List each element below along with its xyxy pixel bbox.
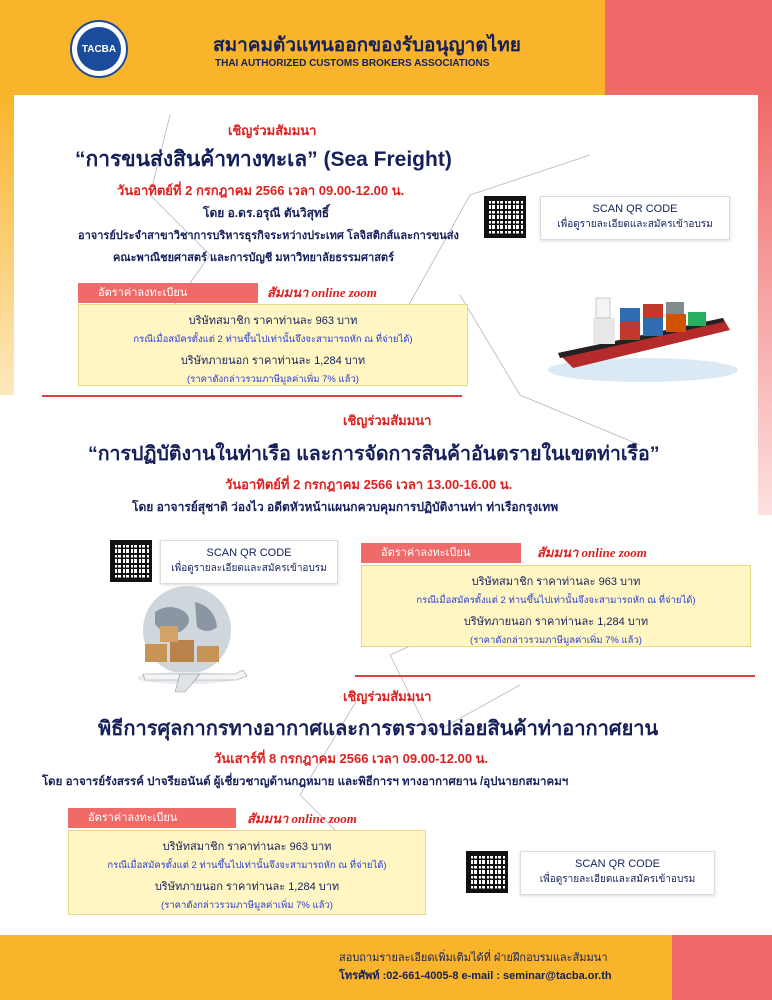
- seminar2-rate-box: [361, 565, 751, 647]
- seminar3-title: พิธีการศุลกากรทางอากาศและการตรวจปล่อยสินค้าท่าอากาศยาน: [98, 718, 659, 740]
- seminar2-outside-rate: บริษัทภายนอก ราคาท่านละ 1,284 บาท: [463, 616, 649, 628]
- seminar2-qr-sub: เพื่อดูรายละเอียดและสมัครเข้าอบรม: [171, 563, 327, 574]
- seminar2-qr-title: SCAN QR CODE: [206, 547, 292, 559]
- globe-cargo-image: [125, 582, 255, 702]
- seminar1-rate-label: อัตราค่าลงทะเบียน: [78, 283, 258, 303]
- seminar1-vat-note: (ราคาดังกล่าวรวมภาษีมูลค่าเพิ่ม 7% แล้ว): [187, 374, 359, 385]
- seminar2-rate-label: อัตราค่าลงทะเบียน: [361, 543, 521, 563]
- seminar2-member-note: กรณีเมื่อสมัครตั้งแต่ 2 ท่านขึ้นไปเท่านั้นจึงจะสามารถหัก ณ ที่จ่ายได้): [416, 595, 696, 606]
- seminar1-member-rate: บริษัทสมาชิก ราคาท่านละ 963 บาท: [188, 315, 358, 327]
- seminar1-invite: เชิญร่วมสัมมนา: [228, 123, 317, 138]
- seminar2-qr-code[interactable]: [110, 540, 152, 582]
- seminar2-online: สัมมนา online zoom: [537, 545, 647, 560]
- seminar3-rate-box: [68, 830, 426, 915]
- seminar3-member-note: กรณีเมื่อสมัครตั้งแต่ 2 ท่านขึ้นไปเท่านั้นจึงจะสามารถหัก ณ ที่จ่ายได้): [107, 860, 387, 871]
- seminar1-affiliation1: อาจารย์ประจำสาขาวิชาการบริหารธุรกิจระหว่างประเทศ โลจิสติกส์และการขนส่ง: [78, 230, 459, 242]
- divider-1: [42, 395, 462, 397]
- seminar3-qr-code[interactable]: [466, 851, 508, 893]
- seminar2-member-rate: บริษัทสมาชิก ราคาท่านละ 963 บาท: [471, 576, 641, 588]
- seminar1-rate-box: [78, 304, 468, 386]
- seminar3-online: สัมมนา online zoom: [247, 811, 357, 826]
- seminar1-speaker: โดย อ.ดร.อรุณี ตันวิสุทธิ์: [203, 206, 330, 220]
- seminar3-member-rate: บริษัทสมาชิก ราคาท่านละ 963 บาท: [162, 841, 332, 853]
- seminar2-invite: เชิญร่วมสัมมนา: [343, 413, 432, 428]
- seminar1-affiliation2: คณะพาณิชยศาสตร์ และการบัญชี มหาวิทยาลัยธรรมศาสตร์: [113, 252, 394, 264]
- seminar1-qr-sub: เพื่อดูรายละเอียดและสมัครเข้าอบรม: [557, 219, 713, 230]
- cargo-ship-image: [548, 258, 738, 383]
- seminar2-qr-card: [160, 540, 338, 584]
- seminar3-speaker: โดย อาจารย์รังสรรค์ ปาจรียอนันต์ ผู้เชี่ยวชาญด้านกฎหมาย และพิธีการฯ ทางอากาศยาน /อุปนายกสมาคมฯ: [42, 776, 569, 788]
- seminar3-invite: เชิญร่วมสัมมนา: [343, 689, 432, 704]
- footer-contact-line1: สอบถามรายละเอียดเพิ่มเติมได้ที่ ฝ่ายฝึกอบรมและสัมมนา: [339, 952, 608, 964]
- seminar3-date: วันเสาร์ที่ 8 กรกฎาคม 2566 เวลา 09.00-12.00 น.: [214, 751, 489, 766]
- seminar3-outside-rate: บริษัทภายนอก ราคาท่านละ 1,284 บาท: [154, 881, 340, 893]
- seminar1-qr-code[interactable]: [484, 196, 526, 238]
- seminar2-title: “การปฏิบัติงานในท่าเรือ และการจัดการสินค้าอันตรายในเขตท่าเรือ”: [88, 443, 660, 465]
- org-name-en: THAI AUTHORIZED CUSTOMS BROKERS ASSOCIATIONS: [215, 58, 490, 69]
- seminar3-vat-note: (ราคาดังกล่าวรวมภาษีมูลค่าเพิ่ม 7% แล้ว): [161, 900, 333, 911]
- tacba-logo: [70, 20, 128, 78]
- seminar1-online: สัมมนา online zoom: [267, 285, 377, 300]
- header-accent: [605, 0, 772, 95]
- seminar3-qr-sub: เพื่อดูรายละเอียดและสมัครเข้าอบรม: [539, 874, 696, 885]
- seminar1-qr-card: [540, 196, 730, 240]
- seminar1-outside-rate: บริษัทภายนอก ราคาท่านละ 1,284 บาท: [180, 355, 366, 367]
- footer-contact-line2[interactable]: โทรศัพท์ :02-661-4005-8 e-mail : seminar@tacba.or.th: [339, 970, 612, 982]
- seminar2-vat-note: (ราคาดังกล่าวรวมภาษีมูลค่าเพิ่ม 7% แล้ว): [470, 635, 642, 646]
- divider-2: [355, 675, 755, 677]
- seminar3-rate-label: อัตราค่าลงทะเบียน: [68, 808, 236, 828]
- seminar1-title: “การขนส่งสินค้าทางทะเล” (Sea Freight): [75, 148, 452, 171]
- footer-accent: [672, 935, 772, 1000]
- seminar1-member-note: กรณีเมื่อสมัครตั้งแต่ 2 ท่านขึ้นไปเท่านั้นจึงจะสามารถหัก ณ ที่จ่ายได้): [133, 334, 413, 345]
- seminar2-speaker: โดย อาจารย์สุชาติ ว่องไว อดีตหัวหน้าแผนกควบคุมการปฏิบัติงานท่า ท่าเรือกรุงเทพ: [132, 500, 559, 514]
- seminar2-date: วันอาทิตย์ที่ 2 กรกฎาคม 2566 เวลา 13.00-16.00 น.: [225, 477, 513, 492]
- seminar1-date: วันอาทิตย์ที่ 2 กรกฎาคม 2566 เวลา 09.00-12.00 น.: [117, 183, 405, 198]
- seminar1-qr-title: SCAN QR CODE: [592, 203, 678, 215]
- org-name-th: สมาคมตัวแทนออกของรับอนุญาตไทย: [213, 35, 521, 56]
- logo-text: TACBA: [77, 27, 121, 71]
- seminar3-qr-title: SCAN QR CODE: [575, 858, 660, 870]
- seminar3-qr-card: [520, 851, 715, 895]
